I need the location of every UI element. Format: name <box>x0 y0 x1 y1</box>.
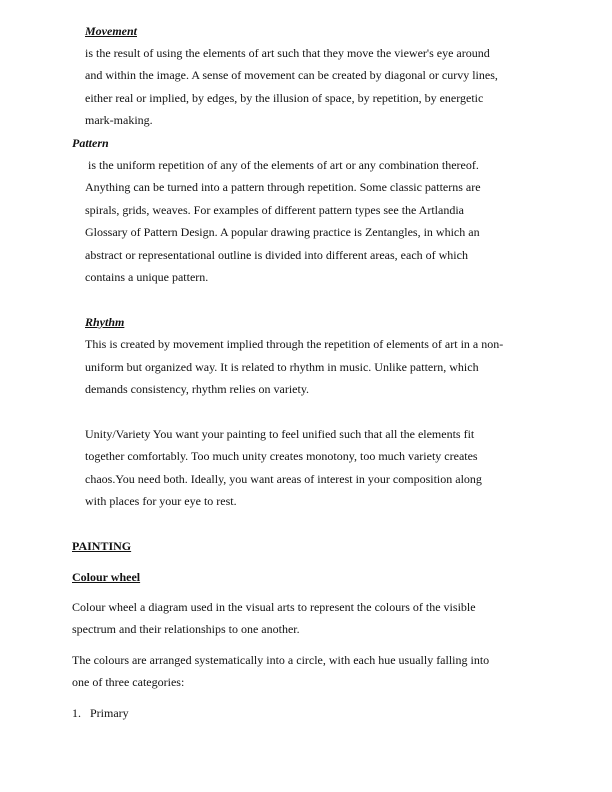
movement-heading: Movement <box>85 24 137 38</box>
colour-wheel-para-line: spectrum and their relationships to one another. <box>72 622 300 636</box>
unity-line: Unity/Variety You want your painting to feel unified such that all the elements fit <box>85 427 475 441</box>
painting-heading: PAINTING <box>72 539 132 553</box>
pattern-line: Anything can be turned into a pattern through repetition. Some classic patterns are <box>85 180 481 194</box>
colour-wheel-heading: Colour wheel <box>72 570 141 584</box>
unity-line: with places for your eye to rest. <box>85 494 237 508</box>
pattern-line: contains a unique pattern. <box>85 270 209 284</box>
movement-line: is the result of using the elements of art such that they move the viewer's eye around <box>85 46 490 60</box>
movement-line: either real or implied, by edges, by the illusion of space, by repetition, by energetic <box>85 91 484 105</box>
unity-line: chaos.You need both. Ideally, you want areas of interest in your composition along <box>85 472 482 486</box>
list-item-number: 1. <box>72 706 81 720</box>
pattern-line: is the uniform repetition of any of the elements of art or any combination thereof. <box>85 158 479 172</box>
unity-line: together comfortably. Too much unity creates monotony, too much variety creates <box>85 449 478 463</box>
pattern-line: Glossary of Pattern Design. A popular drawing practice is Zentangles, in which an <box>85 225 480 239</box>
rhythm-line: demands consistency, rhythm relies on variety. <box>85 382 310 396</box>
rhythm-line: uniform but organized way. It is related to rhythm in music. Unlike pattern, which <box>85 360 479 374</box>
movement-line: mark-making. <box>85 113 153 127</box>
pattern-line: abstract or representational outline is divided into different areas, each of which <box>85 248 468 262</box>
colour-wheel-para-line: Colour wheel a diagram used in the visual arts to represent the colours of the visible <box>72 600 476 614</box>
colour-wheel-para-line: one of three categories: <box>72 675 185 689</box>
pattern-heading: Pattern <box>72 136 109 150</box>
movement-line: and within the image. A sense of movement can be created by diagonal or curvy lines, <box>85 68 498 82</box>
rhythm-line: This is created by movement implied through the repetition of elements of art in a non- <box>85 337 504 351</box>
pattern-line: spirals, grids, weaves. For examples of different pattern types see the Artlandia <box>85 203 465 217</box>
colour-wheel-para-line: The colours are arranged systematically into a circle, with each hue usually falling into <box>72 653 490 667</box>
rhythm-heading: Rhythm <box>85 315 125 329</box>
list-item: Primary <box>90 706 129 720</box>
